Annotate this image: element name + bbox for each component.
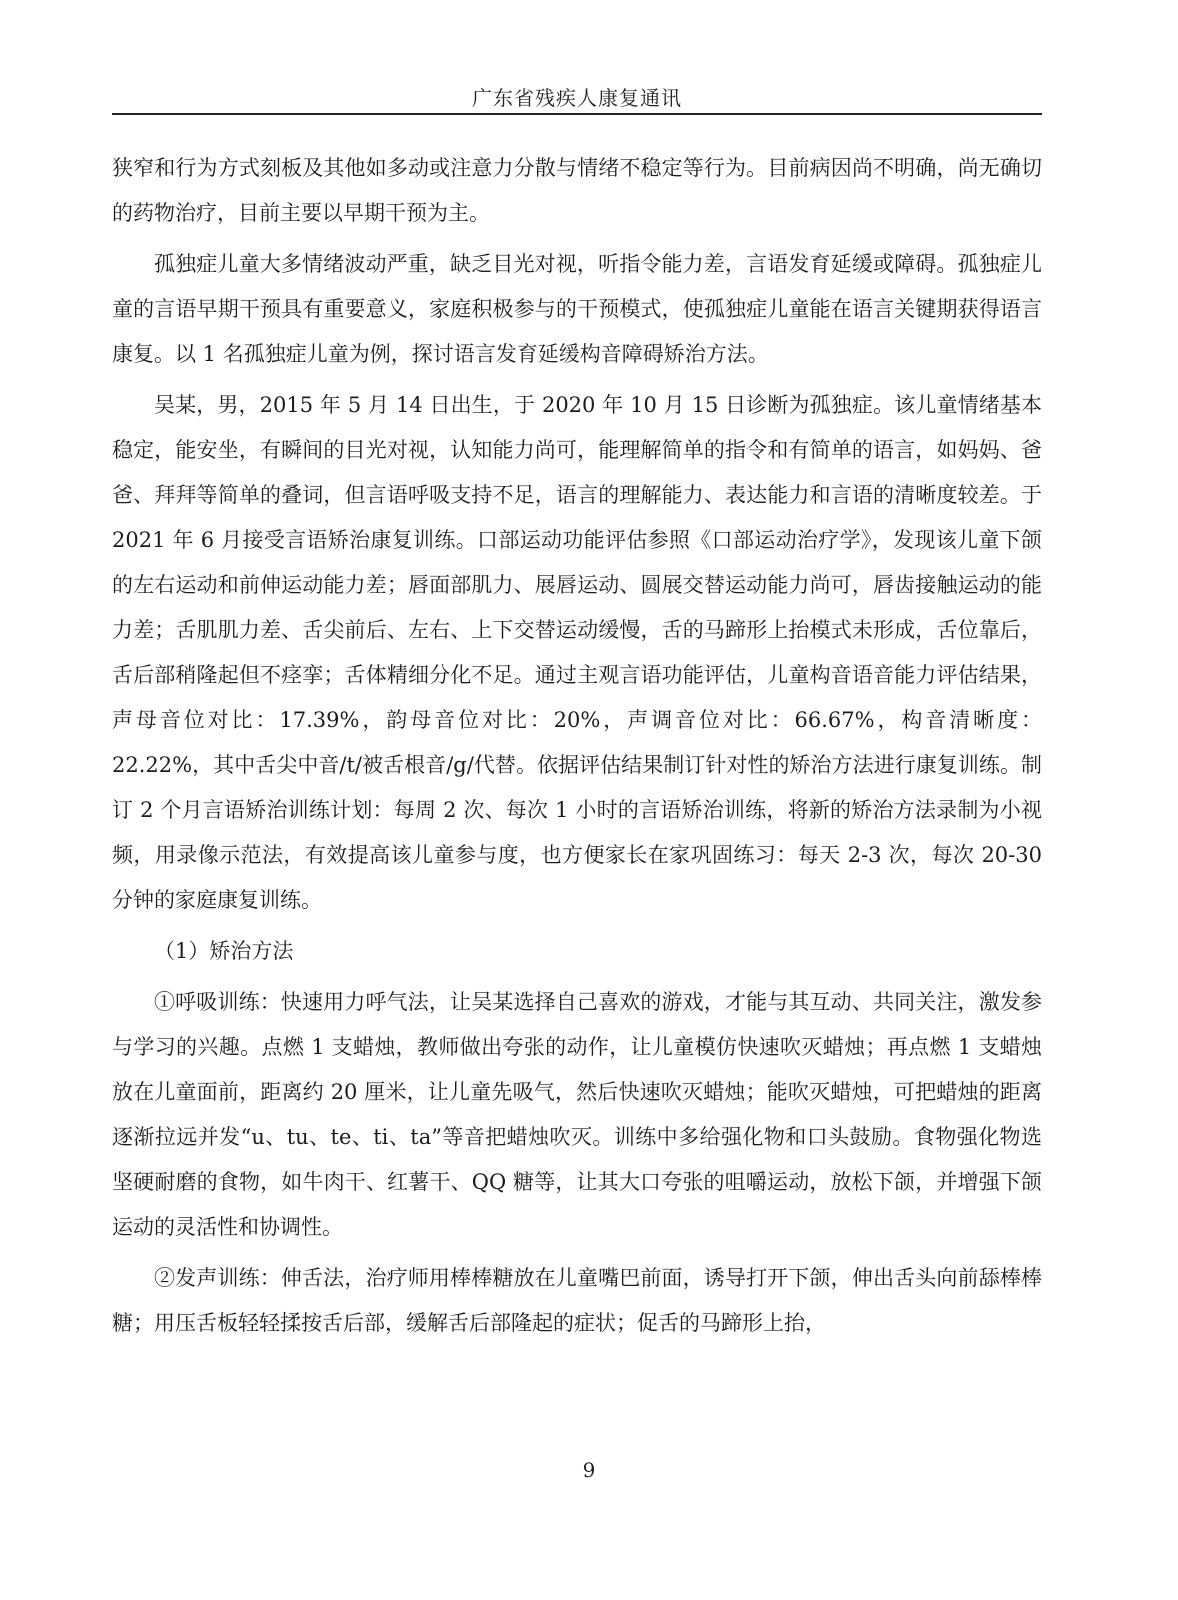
running-header: 广东省残疾人康复通讯 [472,86,682,110]
header-divider [112,113,1042,115]
paragraph-continuation: 狭窄和行为方式刻板及其他如多动或注意力分散与情绪不稳定等行为。目前病因尚不明确，尚无确切的药物治疗，目前主要以早期干预为主。 [112,156,1042,225]
paragraph-case: 吴某，男，2015 年 5 月 14 日出生，于 2020 年 10 月 15 日诊断为孤独症。该儿童情绪基本稳定，能安坐，有瞬间的目光对视，认知能力尚可，能理解简单的指令和有简单的语言，如妈妈、爸爸、拜拜等简单的叠词，但言语呼吸支持不足，语言的理解能力、表达能力和言语的清晰度较差。于 2021 年 6 月接受言语矫治康复训练。口部运动功能评估参照《口部运动治疗学》，发现该儿童下颌的左右运动和前伸运动能力差；唇面部肌力、展唇运动、圆展交替运动能力尚可，唇齿接触运动的能力差；舌肌肌力差、舌尖前后、左右、上下交替运动缓慢，舌的马蹄形上抬模式未形成，舌位靠后，舌后部稍隆起但不痉挛；舌体精细分化不足。通过主观言语功能评估，儿童构音语音能力评估结果，声母音位对比：17.39%，韵母音位对比：20%，声调音位对比：66.67%，构音清晰度：22.22%，其中舌尖中音/t/被舌根音/g/代替。依据评估结果制订针对性的矫治方法进行康复训练。制订 2 个月言语矫治训练计划：每周 2 次、每次 1 小时的言语矫治训练，将新的矫治方法录制为小视频，用录像示范法，有效提高该儿童参与度，也方便家长在家巩固练习：每天 2-3 次，每次 20-30 分钟的家庭康复训练。 [112,393,1042,912]
paragraph-voice-training: ②发声训练：伸舌法，治疗师用棒棒糖放在儿童嘴巴前面，诱导打开下颌，伸出舌头向前舔棒棒糖；用压舌板轻轻揉按舌后部，缓解舌后部隆起的症状；促舌的马蹄形上抬， [112,1266,1042,1335]
page-number: 9 [582,1458,596,1482]
paragraph-breathing-training: ①呼吸训练：快速用力呼气法，让吴某选择自己喜欢的游戏，才能与其互动、共同关注，激发参与学习的兴趣。点燃 1 支蜡烛，教师做出夸张的动作，让儿童模仿快速吹灭蜡烛；再点燃 1 支蜡烛放在儿童面前，距离约 20 厘米，让儿童先吸气，然后快速吹灭蜡烛；能吹灭蜡烛，可把蜡烛的距离逐渐拉远并发“u、tu、te、ti、ta”等音把蜡烛吹灭。训练中多给强化物和口头鼓励。食物强化物选坚硬耐磨的食物，如牛肉干、红薯干、QQ 糖等，让其大口夸张的咀嚼运动，放松下颌，并增强下颌运动的灵活性和协调性。 [112,990,1042,1239]
paragraph-intro: 孤独症儿童大多情绪波动严重，缺乏目光对视，听指令能力差，言语发育延缓或障碍。孤独症儿童的言语早期干预具有重要意义，家庭积极参与的干预模式，使孤独症儿童能在语言关键期获得语言康复。以 1 名孤独症儿童为例，探讨语言发育延缓构音障碍矫治方法。 [112,252,1042,366]
body-text [112,146,1042,1346]
section-heading: （1）矫治方法 [154,939,294,963]
